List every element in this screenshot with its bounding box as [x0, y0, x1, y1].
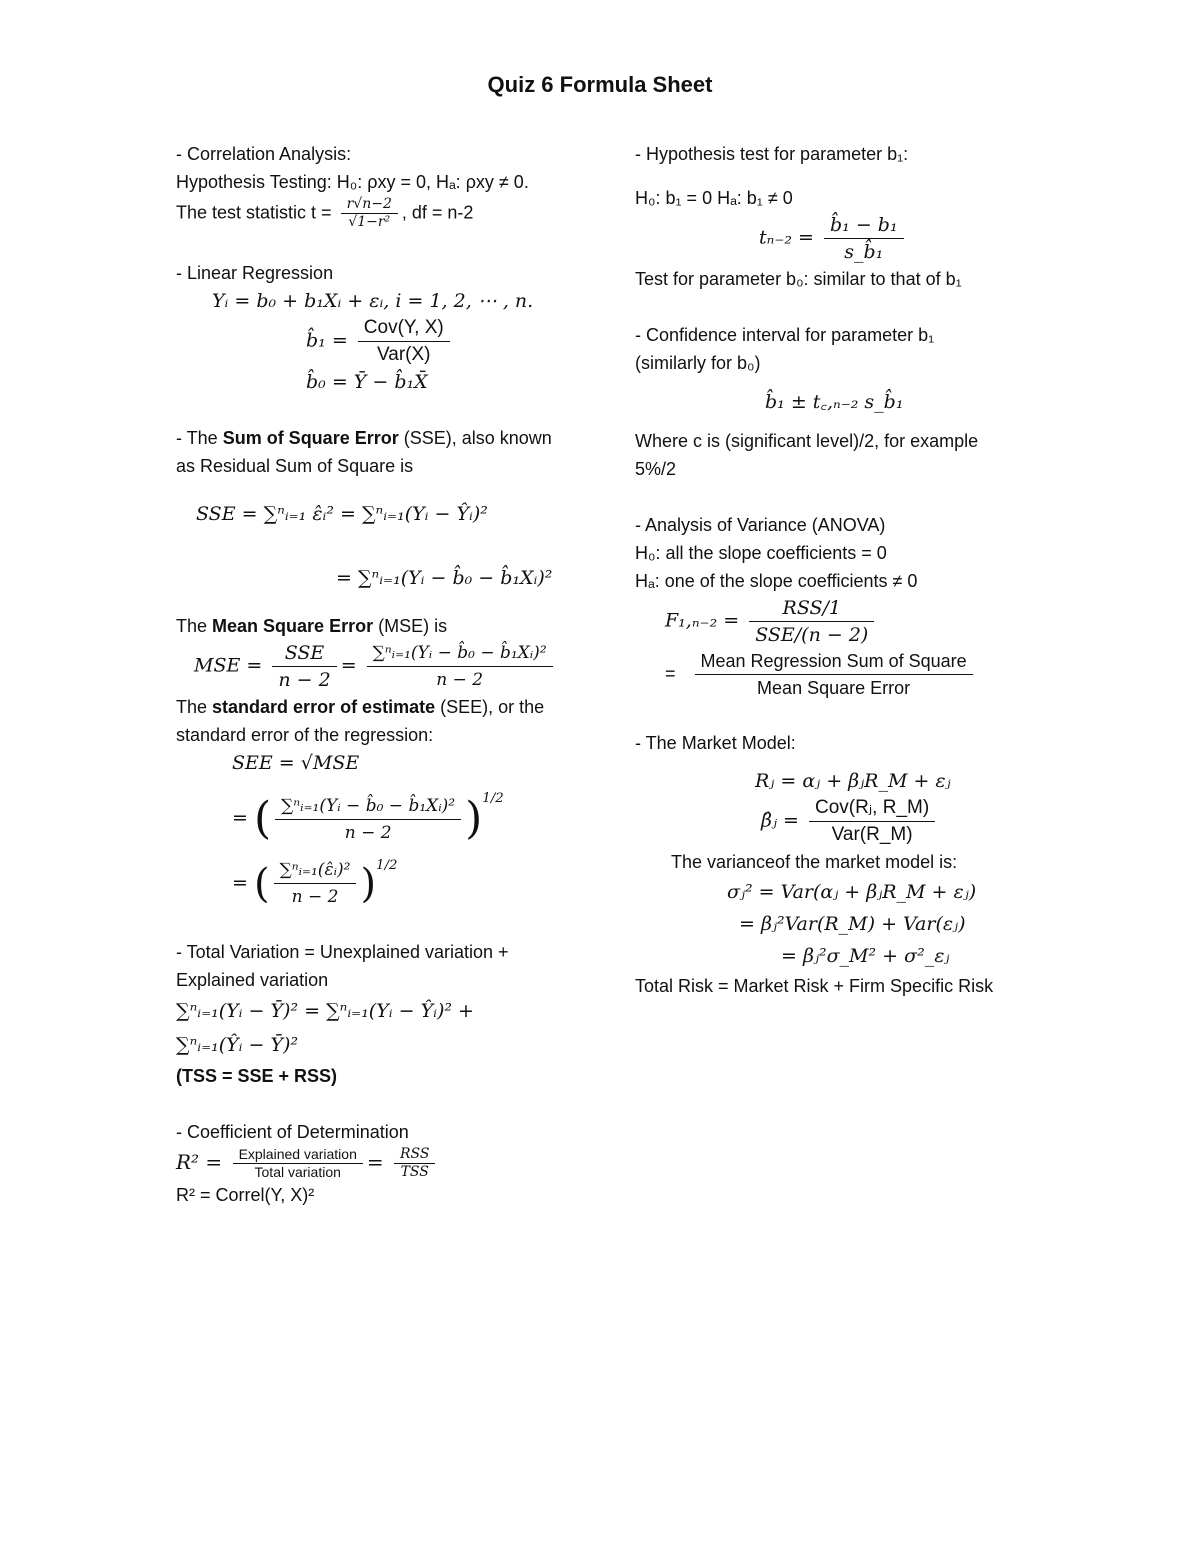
- beta-estimator: [635, 795, 1055, 848]
- mse-fraction-2: [367, 640, 553, 693]
- anova-alt: Hₐ: one of the slope coefficients ≠ 0: [635, 571, 918, 591]
- correlation-hypothesis: Hypothesis Testing: H₀: ρxy = 0, Hₐ: ρxy ≠ 0.: [176, 172, 529, 192]
- mse-f1-denominator: n − 2: [278, 669, 331, 691]
- t-test-lhs: tₙ₋₂ =: [759, 226, 814, 249]
- b1-denominator: Var(X): [377, 344, 431, 365]
- see-equation-3: = ( $\frac{\text{∑ⁿᵢ₌₁(ε̂ᵢ)²}}{n - 2}$ )$^{1/2}$: [176, 852, 596, 911]
- correlation-test-statistic: [176, 196, 596, 231]
- market-model-equation: Rⱼ = αⱼ + βⱼR_M + εⱼ: [755, 770, 951, 792]
- sse-heading: [176, 424, 596, 452]
- mse-heading: [176, 612, 596, 640]
- cod-fraction-1: [233, 1146, 363, 1181]
- hypothesis-b1-statement: H₀: b₁ = 0 Hₐ: b₁ ≠ 0: [635, 188, 793, 208]
- see-exponent-2: 1/2: [376, 857, 398, 873]
- ci-heading: - Confidence interval for parameter b₁: [635, 325, 935, 345]
- linear-regression-heading: - Linear Regression: [176, 263, 334, 283]
- see-fraction-3: [274, 857, 357, 910]
- b0-estimator: b̂₀ = Ȳ − b̂₁X̄: [306, 371, 428, 393]
- beta-lhs: β̂ⱼ =: [761, 809, 799, 832]
- mse-heading-pre: The: [176, 616, 213, 636]
- t-stat-numerator: r√n−2: [341, 196, 398, 214]
- anova-denominator: SSE/(n − 2): [755, 624, 869, 646]
- beta-denominator: Var(R_M): [831, 824, 913, 845]
- page-title: Quiz 6 Formula Sheet: [487, 72, 713, 97]
- cod-f1-denominator: Total variation: [254, 1164, 341, 1180]
- mse-f2-numerator: ∑ⁿᵢ₌₁(Yᵢ − b̂₀ − b̂₁Xᵢ)²: [367, 640, 553, 667]
- hypothesis-b1-heading: - Hypothesis test for parameter b₁:: [635, 144, 909, 164]
- ci-equation: b̂₁ ± t꜀,ₙ₋₂ s_b̂₁: [765, 391, 904, 413]
- anova-ratio-fraction: [695, 648, 973, 701]
- cod-fraction-2: [394, 1146, 435, 1181]
- see-f2-numerator: ∑ⁿᵢ₌₁(Yᵢ − b̂₀ − b̂₁Xᵢ)²: [275, 793, 461, 820]
- beta-numerator: Cov(Rⱼ, R_M): [809, 795, 935, 822]
- cod-correl: R² = Correl(Y, X)²: [176, 1185, 315, 1205]
- left-column: [176, 140, 596, 1209]
- cod-lhs: R² =: [176, 1150, 223, 1174]
- anova-f-equation: [635, 595, 1055, 648]
- mse-equation: MSE = $\frac{\text{SSE}}{n - 2}$ = $\frac{\text{∑ⁿᵢ₌₁(Yᵢ − b̂₀ − b̂₁Xᵢ)²}}{n - 2}$: [176, 640, 596, 693]
- cod-f2-denominator: TSS: [400, 1164, 429, 1180]
- mse-heading-post: (MSE) is: [373, 616, 448, 636]
- t-stat-fraction: [341, 196, 398, 231]
- right-column: [635, 140, 1055, 1000]
- anova-lhs: F₁,ₙ₋₂ =: [665, 609, 740, 632]
- test-b0-note: Test for parameter b₀: similar to that of b₁: [635, 269, 962, 289]
- see-heading-line2: standard error of the regression:: [176, 725, 434, 745]
- regression-equation: Yᵢ = b₀ + b₁Xᵢ + εᵢ, i = 1, 2, ⋯ , n.: [212, 290, 534, 312]
- total-variation-heading: - Total Variation = Unexplained variation +: [176, 942, 509, 962]
- sse-heading-bold: Sum of Square Error: [222, 428, 399, 448]
- see-heading-bold: standard error of estimate: [212, 697, 436, 717]
- t-test-equation: [635, 212, 1055, 265]
- cod-heading: - Coefficient of Determination: [176, 1122, 409, 1142]
- total-risk-statement: Total Risk = Market Risk + Firm Specific Risk: [635, 976, 994, 996]
- ci-example: 5%/2: [635, 459, 677, 479]
- mse-lhs: MSE =: [194, 654, 263, 677]
- see-fraction-2: [275, 793, 461, 846]
- mse-heading-bold: Mean Square Error: [212, 616, 374, 636]
- correlation-heading: - Correlation Analysis:: [176, 144, 352, 164]
- market-variance-heading: The varianceof the market model is:: [671, 852, 958, 872]
- see-equation-2: = ( $\frac{\text{∑ⁿᵢ₌₁(Yᵢ − b̂₀ − b̂₁Xᵢ)²}}{n - 2}$ )$^{1/2}$: [232, 791, 504, 844]
- see-heading-post: (SEE), or the: [435, 697, 545, 717]
- ci-heading-line2: (similarly for b₀): [635, 353, 761, 373]
- anova-fraction: [749, 595, 874, 648]
- t-test-denominator: s_b̂₁: [844, 241, 884, 263]
- anova-ratio-numerator: Mean Regression Sum of Square: [695, 648, 973, 675]
- cod-equation: R² = $\frac{\text{Explained variation}}{\text{Total variation}}$ = $\frac{\text{RSS}}{\text{TSS}}$: [176, 1146, 596, 1181]
- see-exponent-1: 1/2: [482, 791, 504, 806]
- t-stat-df: , df = n-2: [401, 202, 474, 223]
- see-f2-denominator: n − 2: [344, 822, 392, 843]
- tss-identity: (TSS = SSE + RSS): [176, 1066, 338, 1086]
- market-variance-eq-2: = βⱼ²Var(R_M) + Var(εⱼ): [739, 913, 966, 935]
- market-variance-eq-1: σⱼ² = Var(αⱼ + βⱼR_M + εⱼ): [727, 881, 977, 903]
- see-f3-denominator: n − 2: [291, 887, 339, 907]
- anova-ratio-equation: = $\frac{\text{Mean Regression Sum of Square}}{\text{Mean Square Error}}$: [635, 648, 1055, 701]
- cod-f1-numerator: Explained variation: [233, 1146, 363, 1164]
- b1-estimator: [176, 315, 596, 368]
- total-variation-line2: Explained variation: [176, 970, 329, 990]
- ci-where: Where c is (significant level)/2, for example: [635, 431, 979, 451]
- t-test-numerator: b̂₁ − b₁: [824, 212, 904, 239]
- anova-ratio-denominator: Mean Square Error: [757, 678, 911, 698]
- total-variation-eq-2: ∑ⁿᵢ₌₁(Ŷᵢ − Ȳ)²: [176, 1034, 299, 1056]
- sse-heading-pre: - The: [176, 428, 223, 448]
- mse-f2-denominator: n − 2: [436, 670, 484, 690]
- see-equation-1: SEE = √MSE: [232, 752, 360, 774]
- anova-null: H₀: all the slope coefficients = 0: [635, 543, 887, 563]
- b1-lhs: b̂₁ =: [306, 329, 348, 352]
- mse-f1-numerator: SSE: [272, 640, 336, 667]
- t-stat-prefix: The test statistic t =: [176, 202, 332, 223]
- beta-fraction: [809, 795, 935, 848]
- see-heading-pre: The: [176, 697, 213, 717]
- cod-f2-numerator: RSS: [394, 1146, 435, 1164]
- anova-heading: - Analysis of Variance (ANOVA): [635, 515, 886, 535]
- t-test-fraction: [824, 212, 904, 265]
- see-heading: [176, 693, 596, 721]
- b1-fraction: [358, 315, 450, 368]
- total-variation-eq-1: ∑ⁿᵢ₌₁(Yᵢ − Ȳ)² = ∑ⁿᵢ₌₁(Yᵢ − Ŷᵢ)² +: [176, 1000, 474, 1022]
- t-stat-denominator: √1−r²: [348, 214, 391, 230]
- anova-numerator: RSS/1: [749, 595, 874, 622]
- sse-heading-line2: as Residual Sum of Square is: [176, 456, 414, 476]
- see-f3-numerator: ∑ⁿᵢ₌₁(ε̂ᵢ)²: [274, 857, 357, 884]
- b1-numerator: Cov(Y, X): [358, 315, 450, 342]
- mse-fraction-1: [272, 640, 336, 693]
- market-model-heading: - The Market Model:: [635, 733, 796, 753]
- sse-heading-post: (SSE), also known: [398, 428, 552, 448]
- market-variance-eq-3: = βⱼ²σ_M² + σ²_εⱼ: [781, 945, 950, 967]
- sse-equation-2: = ∑ⁿᵢ₌₁(Yᵢ − b̂₀ − b̂₁Xᵢ)²: [336, 567, 553, 589]
- sse-equation-1: SSE = ∑ⁿᵢ₌₁ ε̂ᵢ² = ∑ⁿᵢ₌₁(Yᵢ − Ŷᵢ)²: [196, 503, 488, 525]
